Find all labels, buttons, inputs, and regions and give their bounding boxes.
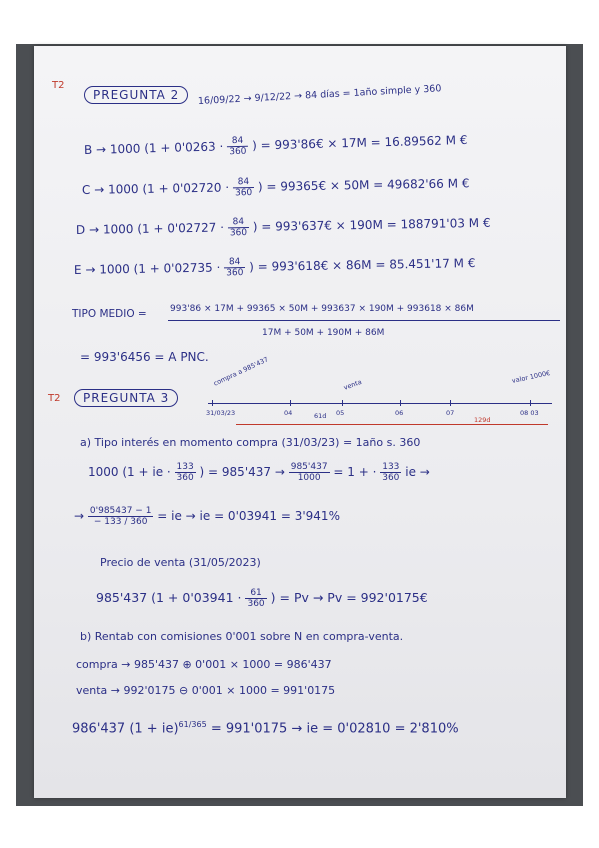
row-c-fraction: $\frac{84}{360}$ <box>233 177 255 198</box>
tipo-medio-fraction-bar <box>168 320 560 321</box>
part-a-eq1-middle: ) = 985'437 → <box>199 465 285 479</box>
timeline-venta: venta <box>342 377 363 392</box>
timeline-tick <box>450 400 451 406</box>
question-2-tag: T2 <box>52 80 65 91</box>
row-c-result: ) = 99365€ × 50M = 49682'66 M € <box>257 176 470 194</box>
timeline-tick <box>342 400 343 406</box>
precio-venta-label: Precio de venta (31/05/2023) <box>100 556 261 569</box>
precio-eq-result: ) = Pv → Pv = 992'0175€ <box>270 590 428 605</box>
part-a-eq1-fraction-days-2: $\frac{133}{360}$ <box>382 462 400 483</box>
part-a-eq1-fraction-price: $\frac{985'437}{1000}$ <box>290 462 328 483</box>
timeline-129d: 129d <box>474 416 491 424</box>
timeline-compra: compra a 985'437 <box>212 355 270 388</box>
timeline-valor: valor 1000€ <box>511 368 552 385</box>
row-d-fraction: $\frac{84}{360}$ <box>228 217 250 238</box>
timeline-start: 31/03/23 <box>206 409 236 417</box>
part-a-label: a) Tipo interés en momento compra (31/03/23) = 1año s. 360 <box>80 436 421 449</box>
question-2-subtitle: 16/09/22 → 9/12/22 → 84 días = 1año simple y 360 <box>197 83 442 107</box>
final-equation <box>72 720 459 736</box>
part-b-label: b) Rentab con comisiones 0'001 sobre N en compra-venta. <box>80 630 404 643</box>
timeline-tick <box>212 400 213 406</box>
timeline-end: 08 03 <box>520 409 539 417</box>
row-e-result: ) = 993'618€ × 86M = 85.451'17 M € <box>249 255 476 274</box>
part-a-eq1-end: ie → <box>405 465 430 479</box>
question-3-tag: T2 <box>48 393 61 404</box>
timeline-range <box>236 424 548 425</box>
timeline-axis <box>208 403 552 404</box>
timeline-tick <box>400 400 401 406</box>
timeline-04: 04 <box>284 409 293 417</box>
question-3-title: PREGUNTA 3 <box>74 389 178 407</box>
venta-line: venta → 992'0175 ⊖ 0'001 × 1000 = 991'0175 <box>76 684 336 697</box>
row-b-fraction: $\frac{84}{360}$ <box>227 136 249 158</box>
row-e-fraction: $\frac{84}{360}$ <box>224 257 246 278</box>
row-e-prefix: E → 1000 (1 + 0'02735 · <box>73 260 221 277</box>
row-b-result: ) = 993'86€ × 17M = 16.89562 M € <box>251 132 468 153</box>
timeline-05: 05 <box>336 409 345 417</box>
question-2-title: PREGUNTA 2 <box>84 86 188 104</box>
timeline-06: 06 <box>395 409 404 417</box>
timeline-61d: 61d <box>314 412 327 420</box>
part-a-equation-1 <box>88 462 430 483</box>
final-eq-result: = 991'0175 → ie = 0'02810 = 2'810% <box>210 721 459 737</box>
part-a-eq1-prefix: 1000 (1 + ie · <box>88 465 171 479</box>
tipo-medio-denominator: 17M + 50M + 190M + 86M <box>262 328 385 338</box>
precio-venta-equation <box>96 588 428 609</box>
row-c-prefix: C → 1000 (1 + 0'02720 · <box>81 180 230 197</box>
timeline-tick <box>530 400 531 406</box>
tipo-medio-result: = 993'6456 = A PNC. <box>80 350 209 364</box>
part-a-eq2-prefix: → <box>74 509 85 523</box>
part-a-eq1-post: = 1 + · <box>333 465 377 479</box>
row-d-prefix: D → 1000 (1 + 0'02727 · <box>75 220 225 237</box>
final-eq-prefix: 986'437 (1 + ie) <box>72 721 179 737</box>
final-eq-exponent: 61/365 <box>178 720 207 729</box>
row-d-result: ) = 993'637€ × 190M = 188791'03 M € <box>252 215 491 234</box>
row-b-prefix: B → 1000 (1 + 0'0263 · <box>83 139 224 157</box>
part-a-equation-2 <box>74 506 340 527</box>
timeline-tick <box>290 400 291 406</box>
tipo-medio-label: TIPO MEDIO = <box>72 308 147 320</box>
precio-eq-fraction: $\frac{61}{360}$ <box>247 588 265 609</box>
part-a-eq2-result: = ie → ie = 0'03941 = 3'941% <box>157 509 340 523</box>
precio-eq-prefix: 985'437 (1 + 0'03941 · <box>96 590 242 605</box>
timeline-07: 07 <box>446 409 455 417</box>
part-a-eq2-fraction: $\frac{0'985437 - 1}{- 133 / 360}$ <box>89 506 152 527</box>
part-a-eq1-fraction-days: $\frac{133}{360}$ <box>176 462 194 483</box>
tipo-medio-numerator: 993'86 × 17M + 99365 × 50M + 993637 × 190M + 993618 × 86M <box>170 304 474 314</box>
compra-line: compra → 985'437 ⊕ 0'001 × 1000 = 986'437 <box>76 658 332 671</box>
